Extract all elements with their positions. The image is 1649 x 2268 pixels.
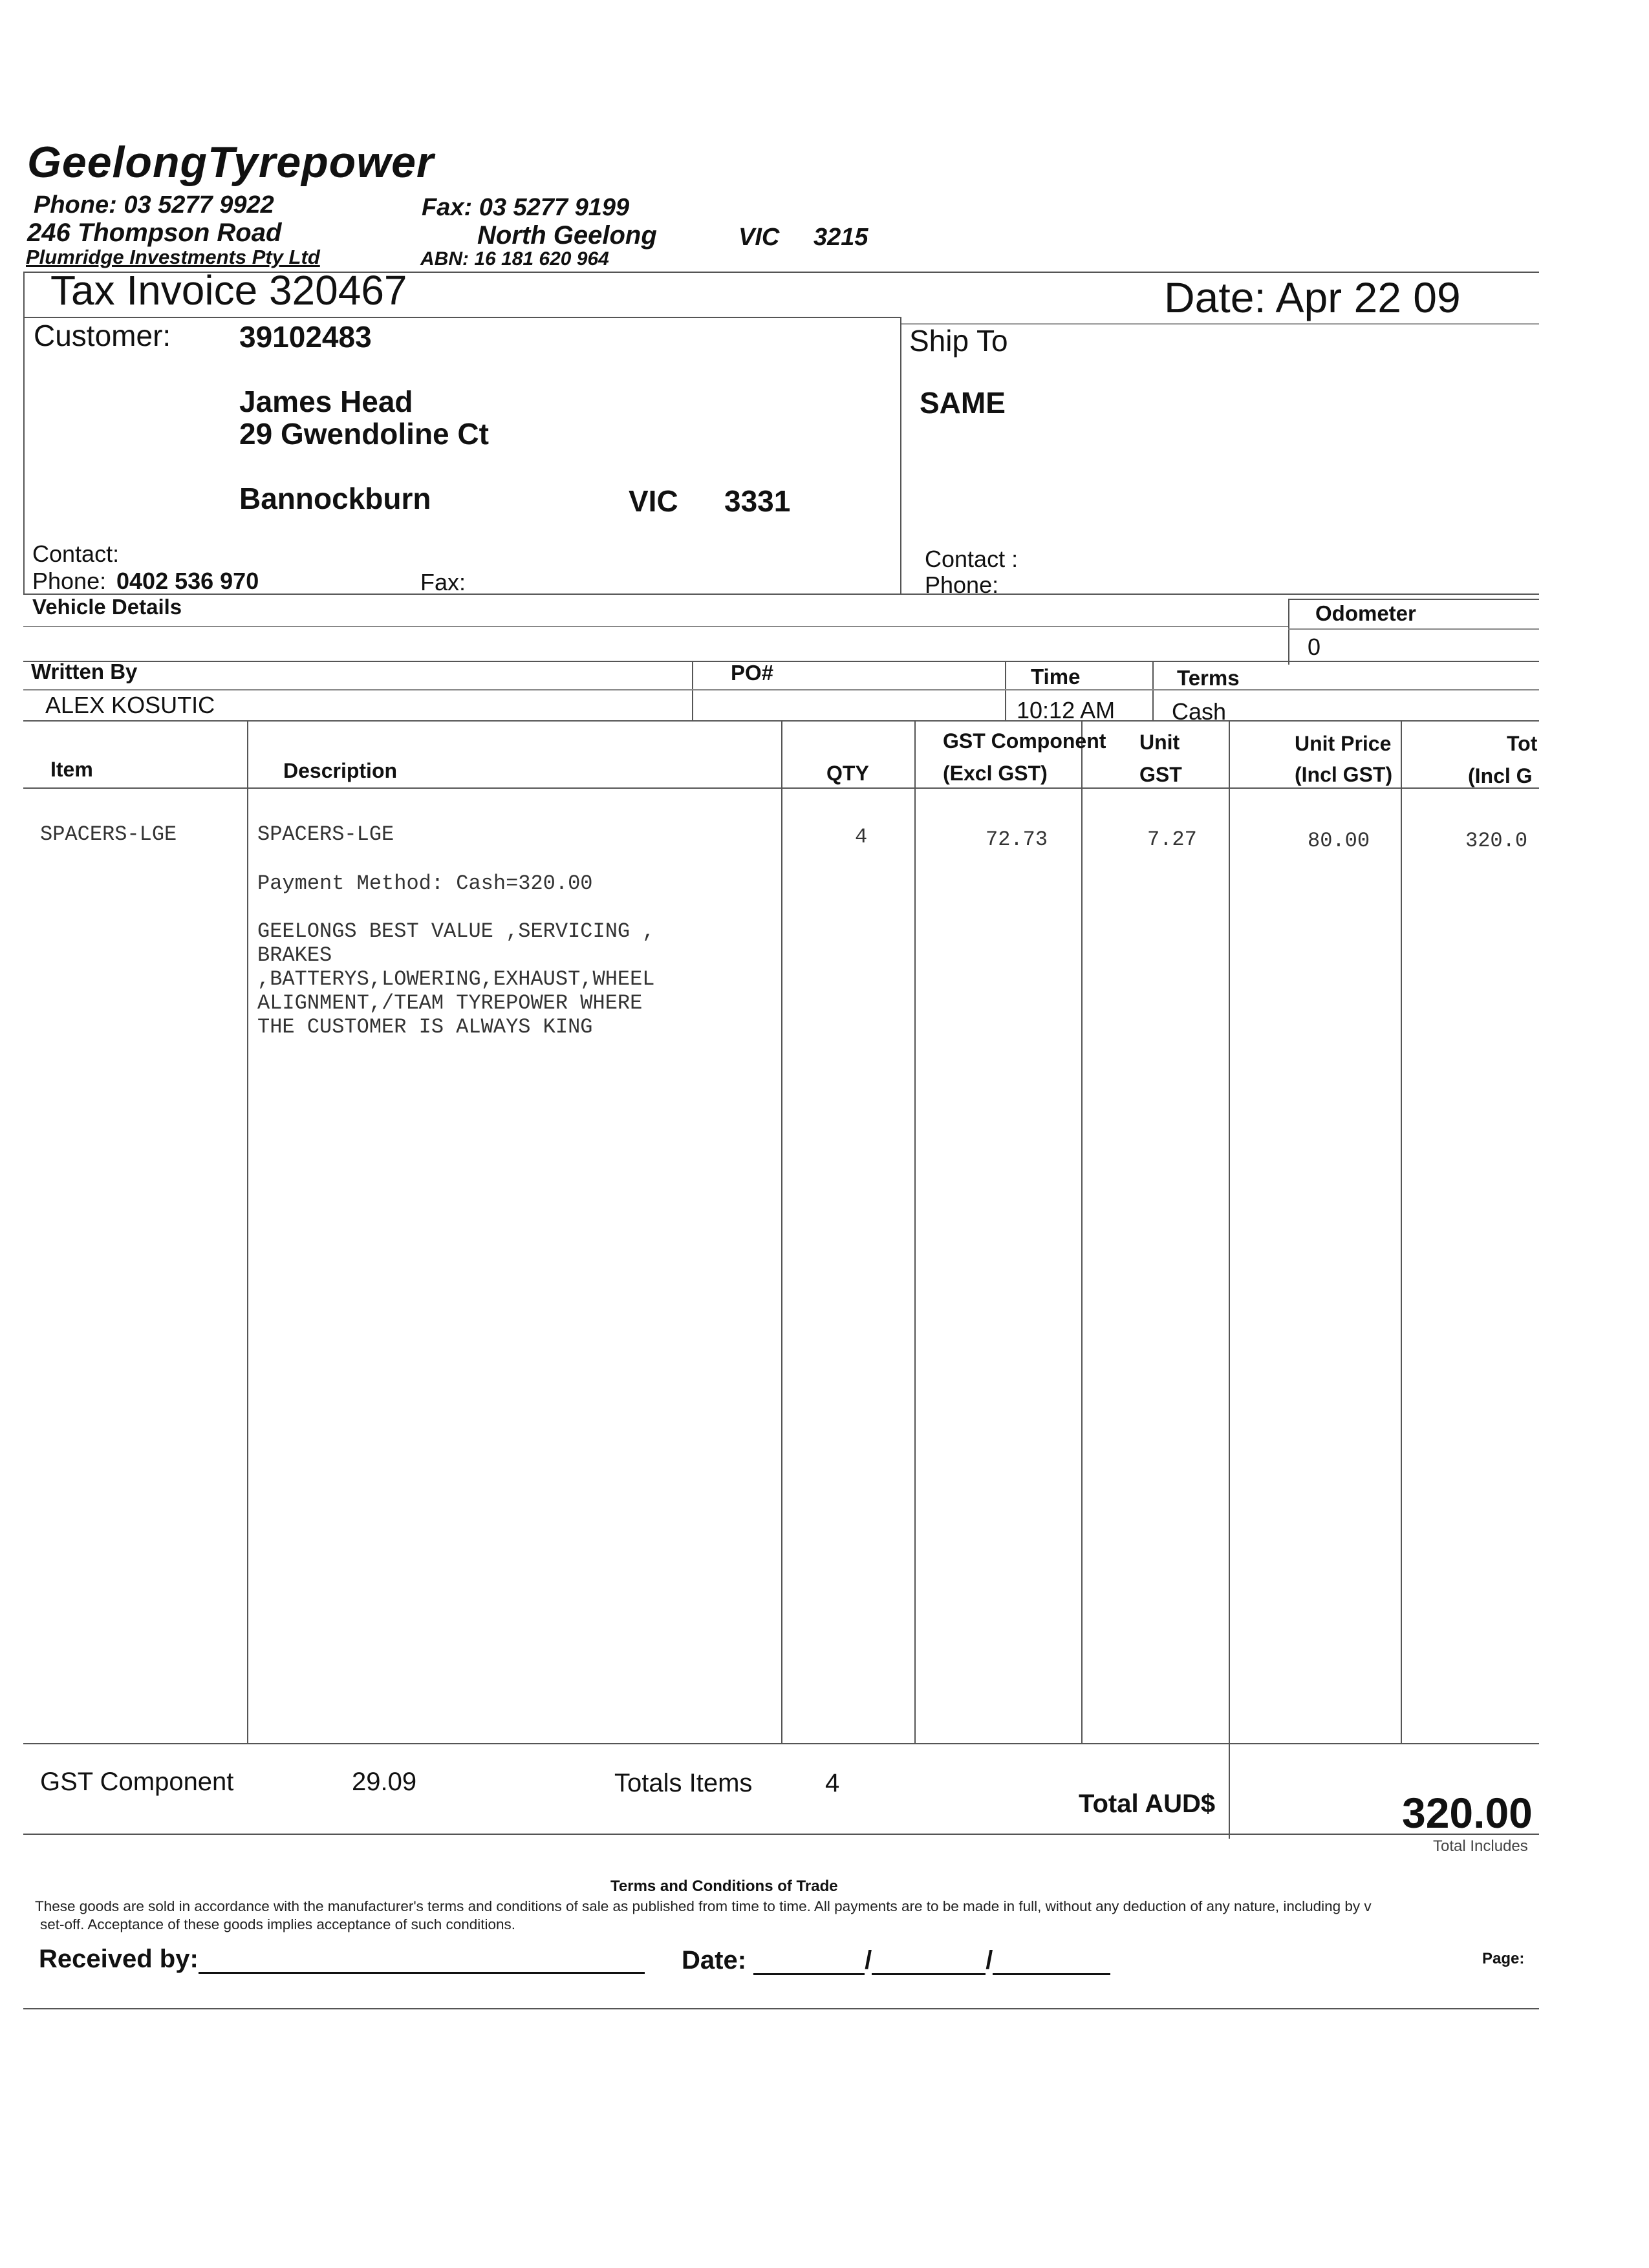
invoice-title: Tax Invoice 320467: [50, 267, 407, 314]
company-state: VIC: [738, 224, 780, 251]
company-postcode: 3215: [814, 224, 868, 251]
gst-component-total-label: GST Component: [40, 1768, 234, 1796]
total-includes-note: Total Includes: [1433, 1837, 1528, 1855]
col-unit-gst-subheader: GST: [1139, 763, 1182, 786]
col-unit-price-subheader: (Incl GST): [1295, 763, 1393, 786]
ship-to-label: Ship To: [909, 324, 1008, 358]
row-unit-gst: 7.27: [1147, 828, 1197, 851]
company-phone: Phone: 03 5277 9922: [34, 191, 274, 219]
customer-number: 39102483: [239, 320, 372, 354]
promo-note: GEELONGS BEST VALUE ,SERVICING , BRAKES ,BATTERYS,LOWERING,EXHAUST,WHEEL ALIGNMENT,/TEAM TYREPOWER WHERE THE CUSTOMER IS ALWAYS KING: [257, 919, 655, 1039]
odometer-label: Odometer: [1315, 601, 1416, 625]
customer-fax-label: Fax:: [420, 569, 466, 595]
total-items-label: Totals Items: [614, 1769, 753, 1797]
company-name: GeelongTyrepower: [27, 138, 435, 187]
time-value: 10:12 AM: [1017, 697, 1116, 723]
invoice-date: Date: Apr 22 09: [1164, 273, 1461, 321]
col-total-header: Tot: [1507, 732, 1538, 755]
row-description: SPACERS-LGE: [257, 822, 394, 846]
col-item-header: Item: [50, 758, 93, 781]
terms-label: Terms: [1177, 666, 1240, 690]
date-month-line[interactable]: [872, 1951, 986, 1975]
customer-label: Customer:: [34, 319, 171, 352]
gst-component-total: 29.09: [352, 1768, 417, 1796]
terms-value: Cash: [1172, 698, 1227, 725]
col-gst-component-header: GST Component: [943, 729, 1106, 753]
written-by-value: ALEX KOSUTIC: [45, 692, 215, 718]
company-suburb: North Geelong: [477, 221, 657, 250]
total-items: 4: [825, 1769, 840, 1797]
ship-to-phone-label: Phone:: [925, 572, 999, 598]
total-label: Total AUD$: [1079, 1790, 1216, 1818]
col-qty-header: QTY: [826, 762, 869, 785]
customer-phone-label: Phone:: [32, 568, 107, 594]
time-label: Time: [1031, 665, 1081, 689]
date-day-line[interactable]: [753, 1951, 865, 1975]
terms-line-2: set-off. Acceptance of these goods implies acceptance of such conditions.: [40, 1916, 516, 1932]
date-label: Date:: [682, 1946, 747, 1974]
col-total-subheader: (Incl G: [1468, 764, 1533, 787]
company-legal-name: Plumridge Investments Pty Ltd: [26, 246, 320, 268]
written-by-label: Written By: [31, 659, 138, 683]
company-fax: Fax: 03 5277 9199: [422, 194, 630, 221]
customer-street: 29 Gwendoline Ct: [239, 417, 489, 451]
col-unit-gst-header: Unit: [1139, 731, 1180, 754]
date-sep-2: /: [986, 1946, 993, 1974]
row-unit-price: 80.00: [1308, 829, 1370, 853]
received-by-signature-line[interactable]: [199, 1950, 645, 1974]
customer-state: VIC: [629, 484, 678, 518]
payment-method-note: Payment Method: Cash=320.00: [257, 872, 593, 895]
po-label: PO#: [731, 661, 774, 685]
row-qty: 4: [855, 825, 868, 849]
date-row: [682, 1946, 1110, 1975]
date-year-line[interactable]: [993, 1951, 1110, 1975]
row-item: SPACERS-LGE: [40, 822, 177, 846]
customer-contact-label: Contact:: [32, 540, 120, 567]
company-address: 246 Thompson Road: [27, 219, 282, 247]
company-abn: ABN: 16 181 620 964: [420, 248, 609, 270]
date-sep-1: /: [865, 1946, 872, 1974]
received-by-row: [39, 1945, 645, 1974]
total-amount: 320.00: [1402, 1789, 1533, 1837]
odometer-value: 0: [1308, 634, 1321, 660]
col-unit-price-header: Unit Price: [1295, 732, 1392, 755]
terms-line-1: These goods are sold in accordance with the manufacturer's terms and conditions of sale as published from time to time. All payments are to be made in full, without any deduction of any nature, including by v: [35, 1898, 1372, 1914]
vehicle-label: Vehicle Details: [32, 595, 182, 619]
ship-to-value: SAME: [920, 386, 1006, 420]
row-gst-component: 72.73: [986, 828, 1048, 851]
customer-name: James Head: [239, 385, 413, 418]
page-label: Page:: [1482, 1950, 1525, 1967]
customer-suburb: Bannockburn: [239, 482, 431, 515]
col-gst-component-subheader: (Excl GST): [943, 762, 1048, 785]
row-total: 320.0: [1465, 829, 1528, 853]
received-by-label: Received by:: [39, 1945, 199, 1973]
customer-postcode: 3331: [724, 484, 791, 518]
customer-phone: 0402 536 970: [116, 568, 259, 594]
terms-heading: Terms and Conditions of Trade: [610, 1878, 838, 1895]
col-description-header: Description: [283, 759, 398, 782]
ship-to-contact-label: Contact :: [925, 546, 1018, 572]
